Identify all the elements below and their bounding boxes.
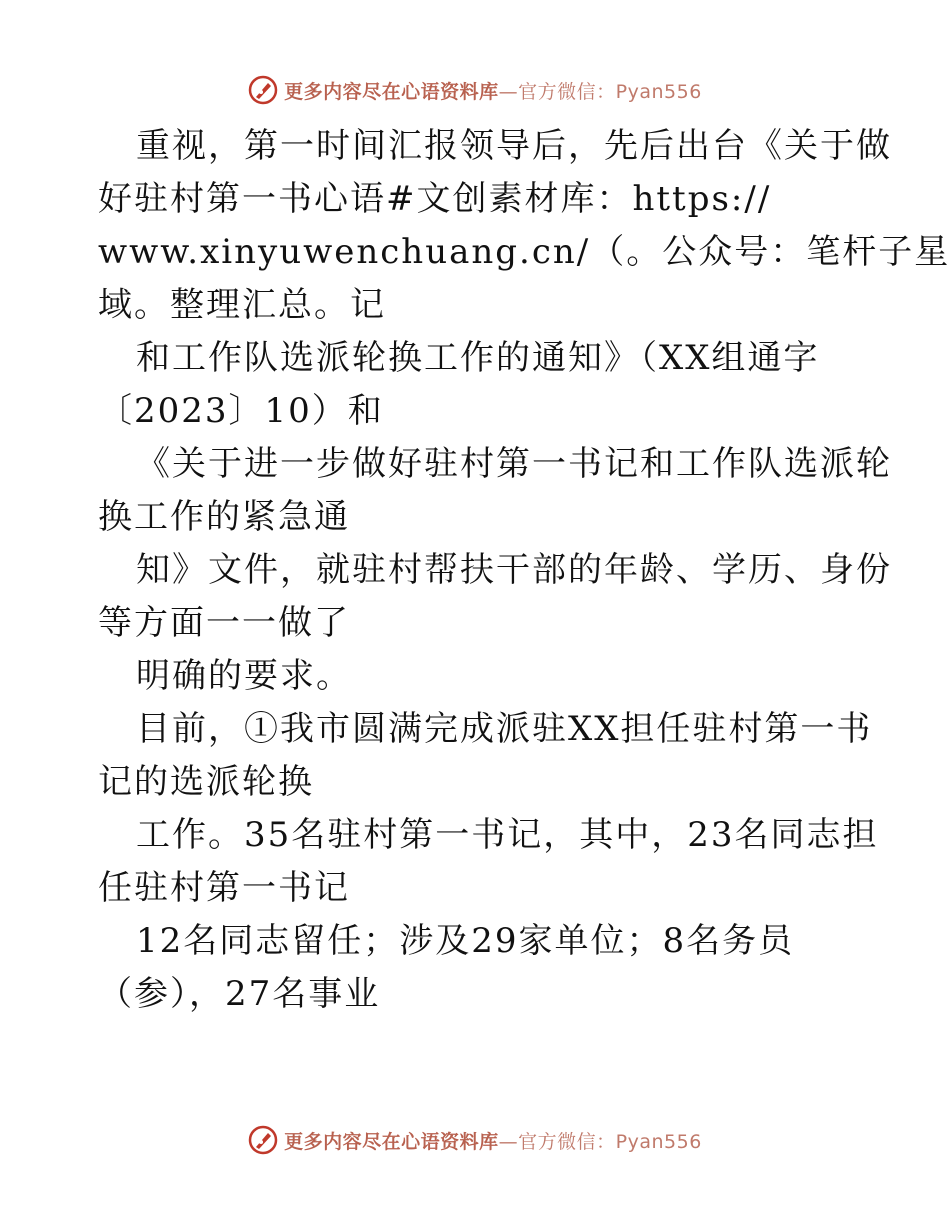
text-line: 〔2023〕10）和 (98, 391, 384, 431)
text-line: 12名同志留任；涉及29家单位；8名务员 (136, 921, 795, 961)
text-line: 《关于进一步做好驻村第一书记和工作队选派轮 (136, 444, 892, 484)
banner-contact-text: —官方微信：Pyan556 (498, 1130, 702, 1153)
text-line: 和工作队选派轮换工作的通知》（XX组通字 (136, 338, 820, 378)
text-line: 等方面一一做了 (98, 603, 350, 643)
text-line: 重视，第一时间汇报领导后，先后出台《关于做 (136, 126, 892, 166)
banner-contact-text: —官方微信：Pyan556 (498, 80, 702, 103)
text-line: www.xinyuwenchuang.cn/（。公众号：笔杆子星 (98, 232, 950, 272)
text-line: 域。整理汇总。记 (98, 285, 386, 325)
document-body (98, 120, 950, 1021)
text-line: 知》文件，就驻村帮扶干部的年龄、学历、身份 (136, 550, 892, 590)
text-line: 记的选派轮换 (98, 762, 314, 802)
header-banner (0, 70, 950, 110)
pen-logo-icon (248, 75, 278, 105)
text-line: （参），27名事业 (98, 974, 381, 1014)
banner-text (284, 77, 702, 104)
text-line: 换工作的紧急通 (98, 497, 350, 537)
footer-banner (0, 1120, 950, 1160)
text-line: 任驻村第一书记 (98, 868, 350, 908)
banner-strong-text: 更多内容尽在心语资料库 (284, 1130, 499, 1153)
text-line: 明确的要求。 (136, 656, 352, 696)
pen-logo-icon (248, 1125, 278, 1155)
banner-strong-text: 更多内容尽在心语资料库 (284, 80, 499, 103)
banner-text (284, 1127, 702, 1154)
text-line: 目前，①我市圆满完成派驻XX担任驻村第一书 (136, 709, 873, 749)
text-line: 工作。35名驻村第一书记，其中，23名同志担 (136, 815, 879, 855)
text-line: 好驻村第一书心语#文创素材库：https:// (98, 179, 772, 219)
